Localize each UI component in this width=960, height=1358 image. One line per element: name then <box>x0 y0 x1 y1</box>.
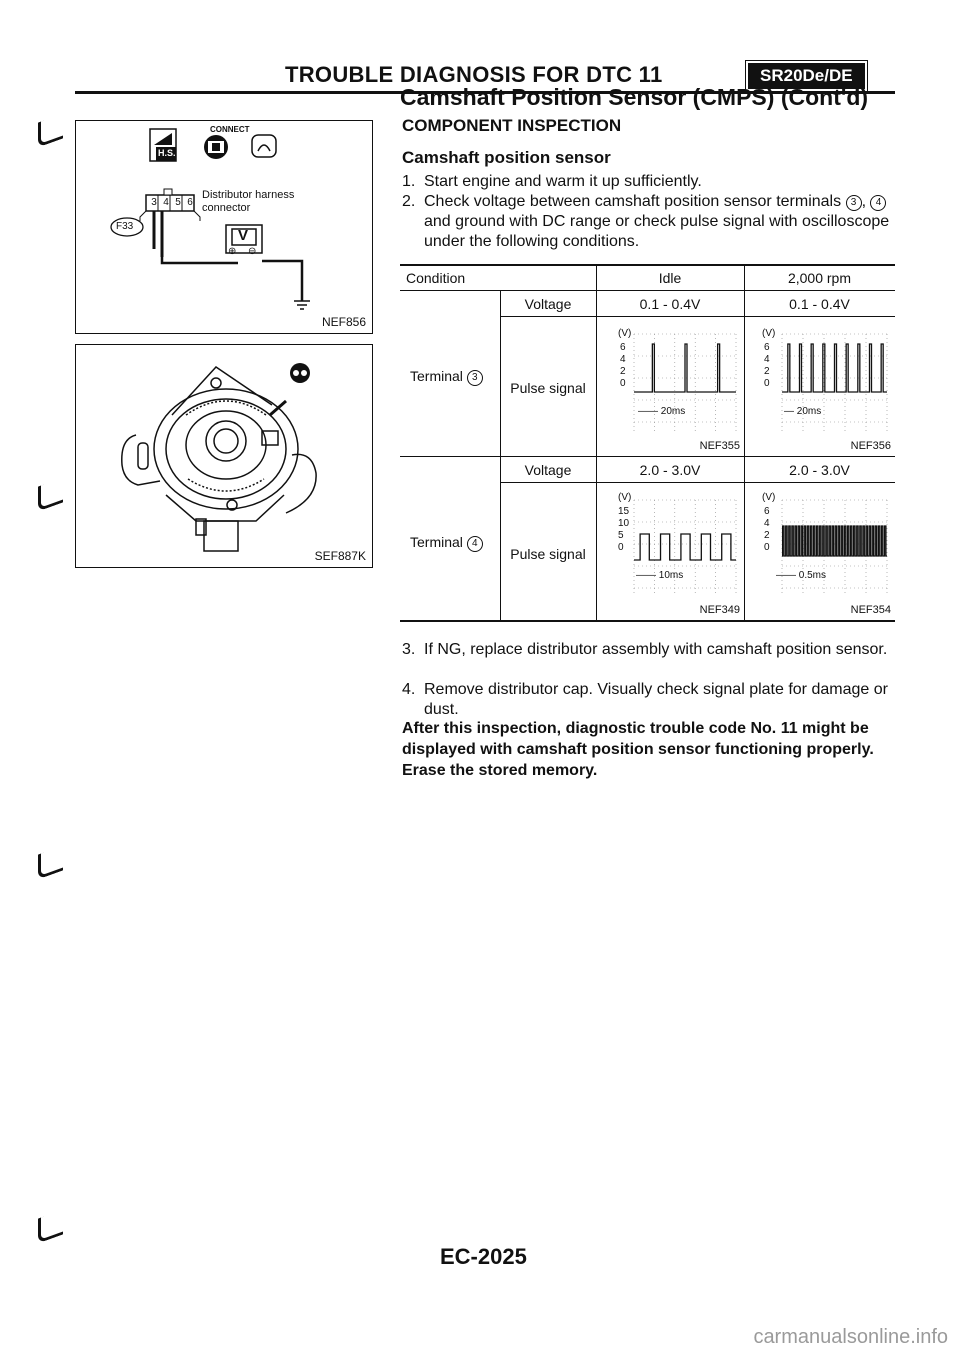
hs-label: H.S. <box>158 148 176 158</box>
table-rule <box>744 264 745 620</box>
y-tick: 6 <box>620 342 626 353</box>
meter-label: V <box>238 227 249 244</box>
scope-trace <box>634 344 736 392</box>
y-tick: 2 <box>620 366 626 377</box>
y-tick: 6 <box>764 342 770 353</box>
step-text-separator: , <box>861 193 867 210</box>
terminal-4-symbol: 4 <box>870 195 886 211</box>
step-number: 2. <box>402 193 416 210</box>
terminal-3-symbol: 3 <box>846 195 862 211</box>
distributor-illustration <box>76 345 372 567</box>
spec-table <box>400 264 895 622</box>
pin: 6 <box>187 197 193 208</box>
terminal-3-rpm-voltage: 0.1 - 0.4V <box>789 296 850 312</box>
step-text-part: and ground with DC range or check pulse signal with oscilloscope under the following conditions. <box>424 213 890 250</box>
terminal-3-symbol: 3 <box>467 370 483 386</box>
figure-code: SEF887K <box>314 549 366 563</box>
table-rule <box>500 316 895 317</box>
connector-pins <box>148 197 196 208</box>
terminal-4-rpm-voltage: 2.0 - 3.0V <box>789 462 850 478</box>
table-rule <box>400 290 895 291</box>
step-number: 3. <box>402 641 416 658</box>
col-header-idle: Idle <box>658 270 682 286</box>
table-rule <box>400 264 895 266</box>
step-text-part: Check voltage between camshaft position sensor terminals <box>424 193 842 210</box>
y-tick: 15 <box>618 506 630 517</box>
y-tick: 4 <box>620 354 626 365</box>
scope-y-ticks <box>620 342 626 390</box>
time-scale-value: 20ms <box>796 406 822 417</box>
scope-trace <box>782 344 887 392</box>
scope-code: NEF356 <box>850 440 891 452</box>
scope-terminal-4-rpm <box>748 486 893 618</box>
step-number: 1. <box>402 173 416 190</box>
item-heading: Camshaft position sensor <box>402 148 611 167</box>
connector-id: F33 <box>116 221 134 232</box>
y-tick: 0 <box>618 542 624 553</box>
table-rule <box>596 264 597 620</box>
binder-mark <box>38 477 63 511</box>
y-tick: 4 <box>764 354 770 365</box>
scope-code: NEF355 <box>699 440 740 452</box>
scope-trace <box>634 534 736 560</box>
distributor-figure <box>75 344 373 568</box>
watermark: carmanualsonline.info <box>753 1326 948 1348</box>
voltage-label: Voltage <box>524 462 572 478</box>
y-tick: 6 <box>764 506 770 517</box>
scope-unit: (V) <box>618 328 632 339</box>
pin: 4 <box>163 197 169 208</box>
plus-terminal-icon: ⊕ <box>228 246 237 257</box>
scope-time-scale: —— 0.5ms <box>776 570 827 581</box>
step-number: 4. <box>402 681 416 698</box>
note-text: After this inspection, diagnostic trouble code No. 11 might be displayed with camshaft position sensor functioning properly. Erase the stored memory. <box>402 720 874 779</box>
pin: 5 <box>175 197 181 208</box>
engine-badge: SR20De/DE <box>748 63 865 89</box>
scope-terminal-3-rpm <box>748 320 893 454</box>
step-text <box>424 192 894 252</box>
scope-terminal-3-idle <box>600 320 742 454</box>
step-text: If NG, replace distributor assembly with camshaft position sensor. <box>424 641 888 658</box>
section-title: Camshaft Position Sensor (CMPS) (Cont'd) <box>400 84 869 110</box>
step-text: Remove distributor cap. Visually check signal plate for damage or dust. <box>424 681 888 718</box>
terminal-3-label <box>410 368 483 386</box>
terminal-3-idle-voltage: 0.1 - 0.4V <box>639 296 701 312</box>
scope-time-scale: — 20ms <box>784 406 822 417</box>
scope-terminal-4-idle <box>600 486 742 618</box>
binder-mark <box>38 113 63 147</box>
y-tick: 0 <box>620 378 626 389</box>
minus-terminal-icon: ⊖ <box>248 246 257 257</box>
y-tick: 0 <box>764 542 770 553</box>
pulse-signal-label: Pulse signal <box>510 546 586 562</box>
figure-code: NEF856 <box>321 315 366 329</box>
scope-code: NEF354 <box>850 604 891 616</box>
step-3 <box>402 640 897 660</box>
y-tick: 0 <box>764 378 770 389</box>
terminal-label-text: Terminal <box>410 368 463 384</box>
terminal-4-idle-voltage: 2.0 - 3.0V <box>639 462 701 478</box>
time-scale-value: 20ms <box>660 406 686 417</box>
y-tick: 2 <box>764 530 770 541</box>
binder-mark <box>38 845 63 879</box>
page-number: EC-2025 <box>440 1244 527 1269</box>
scope-trace <box>782 526 887 556</box>
scope-y-ticks <box>764 342 770 390</box>
time-scale-value: 0.5ms <box>798 570 827 581</box>
step-2 <box>402 192 897 252</box>
terminal-4-symbol: 4 <box>467 536 483 552</box>
y-tick: 5 <box>618 530 624 541</box>
table-rule <box>500 482 895 483</box>
step-4 <box>402 680 897 720</box>
scope-time-scale: —— 10ms <box>636 570 684 581</box>
table-rule <box>500 290 501 620</box>
terminal-label-text: Terminal <box>410 534 463 550</box>
scope-code: NEF349 <box>699 604 740 616</box>
pulse-signal-label: Pulse signal <box>510 380 586 396</box>
connector-label <box>202 189 294 215</box>
time-scale-value: 10ms <box>658 570 684 581</box>
scope-unit: (V) <box>618 492 632 503</box>
scope-time-scale: —— 20ms <box>638 406 686 417</box>
scope-y-ticks <box>764 506 770 554</box>
voltage-label: Voltage <box>524 296 572 312</box>
y-tick: 10 <box>618 518 630 529</box>
y-tick: 2 <box>764 366 770 377</box>
binder-mark <box>38 1209 63 1243</box>
connector-label-line: Distributor harness <box>202 189 295 201</box>
step-text: Start engine and warm it up sufficiently. <box>424 173 702 190</box>
pin: 3 <box>151 197 157 208</box>
sub-heading: COMPONENT INSPECTION <box>402 116 622 135</box>
scope-unit: (V) <box>762 492 776 503</box>
scope-y-ticks <box>618 506 629 554</box>
col-header-2000rpm: 2,000 rpm <box>787 270 852 286</box>
col-header-condition: Condition <box>406 270 466 286</box>
harness-figure <box>75 120 373 334</box>
table-rule <box>400 456 895 457</box>
page-title: TROUBLE DIAGNOSIS FOR DTC 11 <box>285 62 663 87</box>
terminal-4-label <box>410 534 483 552</box>
step-1 <box>402 172 897 192</box>
connect-label: CONNECT <box>210 125 250 134</box>
connector-label-line: connector <box>202 202 251 214</box>
y-tick: 4 <box>764 518 770 529</box>
table-rule <box>400 620 895 622</box>
scope-unit: (V) <box>762 328 776 339</box>
